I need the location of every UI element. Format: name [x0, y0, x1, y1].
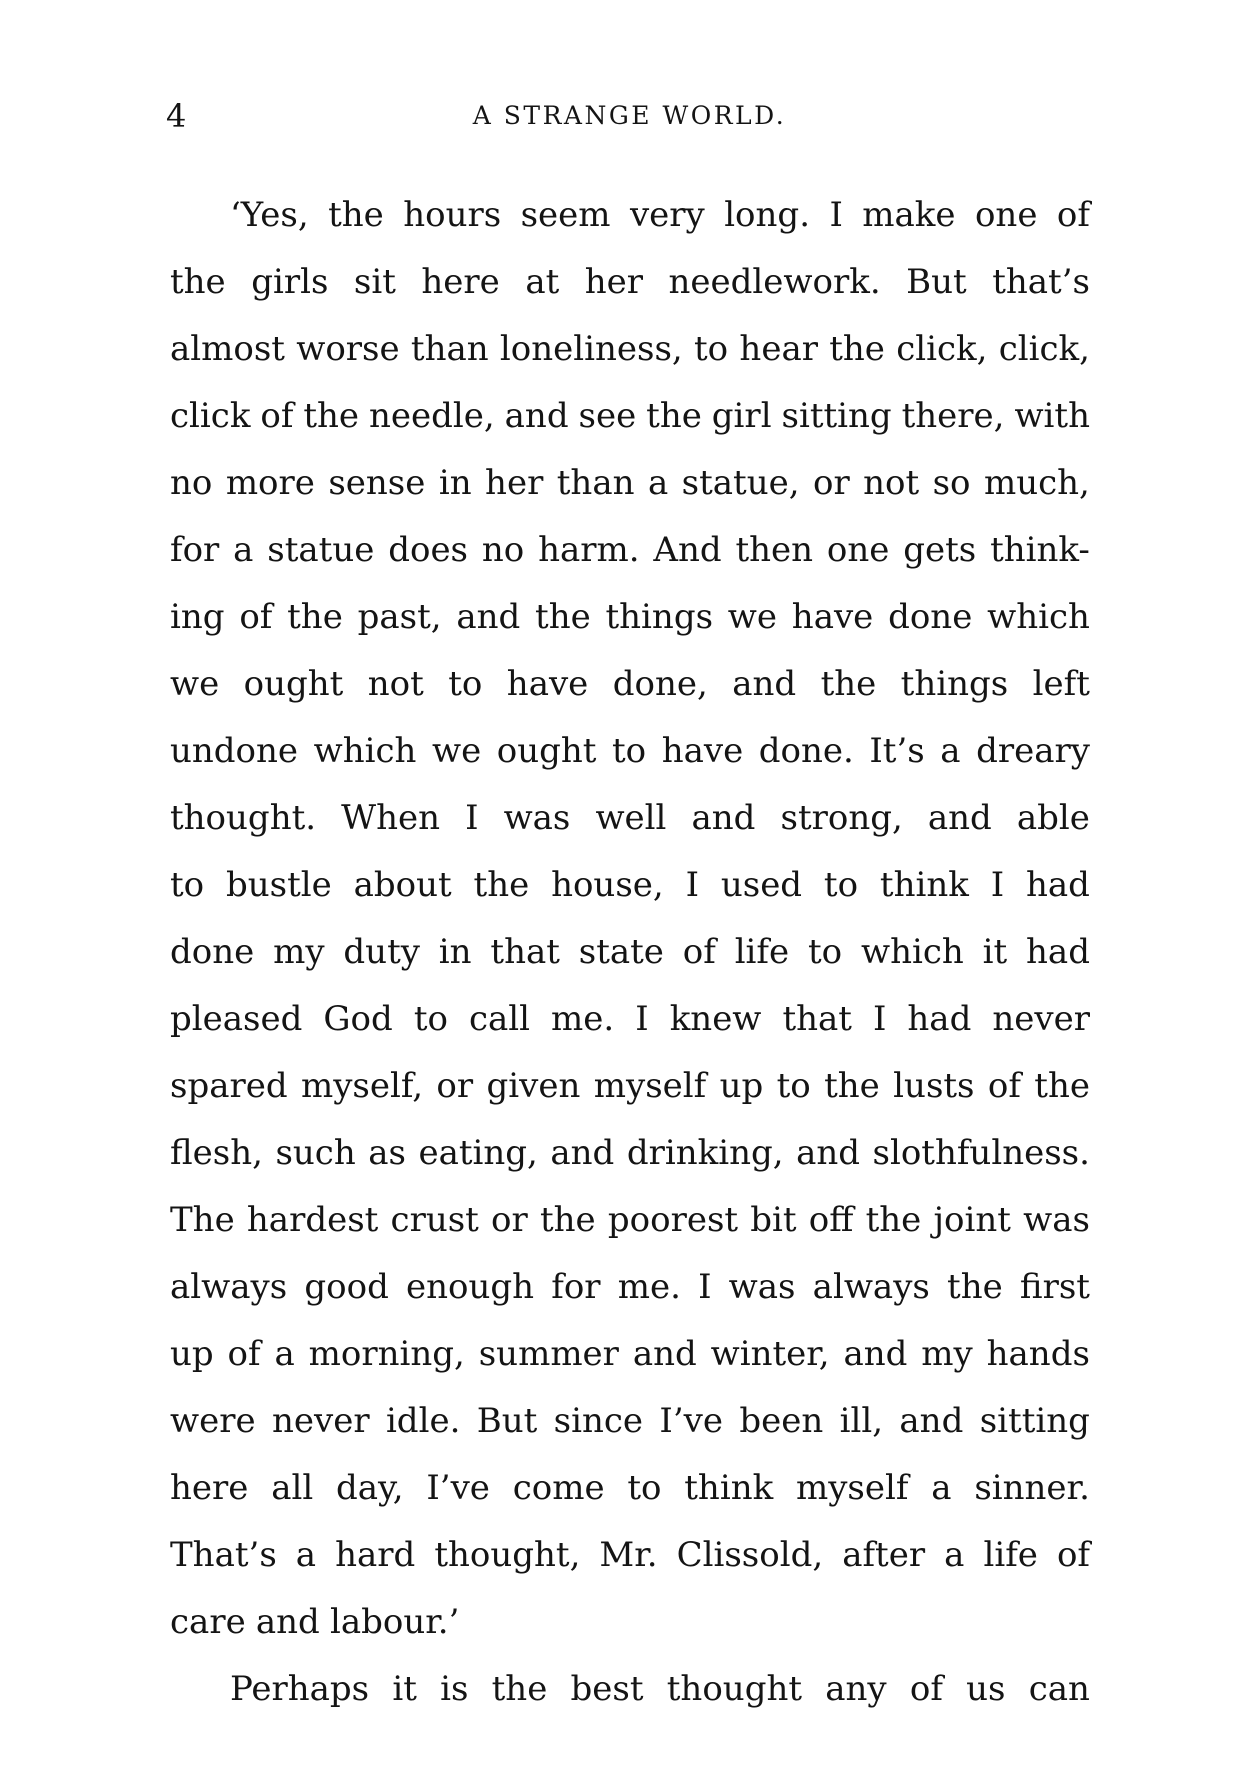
word: been: [739, 1401, 824, 1441]
word: care: [170, 1602, 246, 1642]
word: needle,: [369, 396, 495, 436]
word: state: [578, 932, 664, 972]
word: to: [627, 1468, 662, 1508]
word: and: [632, 1334, 697, 1374]
word: I’ve: [659, 1401, 723, 1441]
word: come: [512, 1468, 605, 1508]
word: a: [647, 463, 669, 503]
word: here: [421, 262, 500, 302]
word: thought: [666, 1669, 803, 1709]
word: never: [992, 999, 1090, 1039]
word: dreary: [976, 731, 1090, 771]
text-line: [170, 1522, 1090, 1589]
word: my: [921, 1334, 973, 1374]
word: off: [808, 1200, 854, 1240]
word: slothfulness.: [872, 1133, 1090, 1173]
word: in: [438, 932, 472, 972]
word: the: [646, 396, 702, 436]
word: so: [932, 463, 971, 503]
word: and: [843, 1334, 908, 1374]
word: I: [685, 865, 699, 905]
word: had: [1026, 932, 1090, 972]
word: But: [476, 1401, 538, 1441]
word: house,: [551, 865, 664, 905]
word: of: [682, 932, 716, 972]
word: a: [944, 1535, 965, 1575]
word: that’s: [992, 262, 1090, 302]
word: of: [909, 1669, 943, 1709]
text-line: [170, 1254, 1090, 1321]
word: more: [225, 463, 315, 503]
word: duty: [343, 932, 420, 972]
word: a: [940, 731, 961, 771]
word: which: [860, 932, 964, 972]
word: the: [491, 1669, 548, 1709]
word: such: [275, 1133, 356, 1173]
word: to: [776, 1066, 811, 1106]
word: as: [368, 1133, 406, 1173]
word: to: [823, 865, 859, 905]
text-line: [170, 316, 1090, 383]
word: And: [653, 530, 722, 570]
text-line: [170, 919, 1090, 986]
word: life: [734, 932, 790, 972]
word: always: [170, 1267, 288, 1307]
word: and: [927, 798, 992, 838]
word: winter,: [710, 1334, 830, 1374]
word: best: [570, 1669, 644, 1709]
text-line: [170, 1388, 1090, 1455]
word: and: [899, 1401, 964, 1441]
word: hands: [986, 1334, 1090, 1374]
word: worse: [296, 329, 400, 369]
word: the: [473, 865, 530, 905]
word: thought.: [170, 798, 317, 838]
word: was: [728, 1267, 796, 1307]
text-line: [170, 182, 1090, 249]
word: and: [504, 396, 569, 436]
text-line: [170, 383, 1090, 450]
word: bustle: [225, 865, 332, 905]
word: spared: [170, 1066, 288, 1106]
word: a: [931, 1468, 952, 1508]
word: up: [719, 1066, 764, 1106]
word: bit: [750, 1200, 797, 1240]
word: of: [1056, 195, 1090, 235]
text-line: [170, 986, 1090, 1053]
word: hard: [335, 1535, 416, 1575]
word: the: [287, 597, 343, 637]
word: click,: [896, 329, 988, 369]
word: eating,: [418, 1133, 538, 1173]
word: to: [448, 664, 483, 704]
word: and: [691, 798, 756, 838]
word: was: [503, 798, 571, 838]
word: the: [824, 1066, 880, 1106]
word: thought,: [434, 1535, 581, 1575]
word: drinking,: [626, 1133, 784, 1173]
word: a: [295, 1535, 317, 1575]
word: gets: [903, 530, 977, 570]
text-line: [170, 249, 1090, 316]
word: one: [826, 530, 890, 570]
word: I: [990, 865, 1005, 905]
word: her: [485, 463, 544, 503]
word: and: [255, 1602, 320, 1642]
word: myself: [795, 1468, 909, 1508]
word: I: [698, 1267, 712, 1307]
word: me.: [551, 999, 615, 1039]
word: have: [506, 664, 589, 704]
word: left: [1032, 664, 1090, 704]
word: we: [727, 597, 778, 637]
word: past,: [357, 597, 442, 637]
word: the: [170, 262, 226, 302]
word: can: [1028, 1669, 1090, 1709]
word: very: [629, 195, 705, 235]
word: statue: [267, 530, 375, 570]
word: Perhaps: [230, 1669, 370, 1709]
word: to: [170, 865, 205, 905]
word: that: [490, 932, 560, 972]
word: able: [1016, 798, 1090, 838]
text-line: [170, 1589, 1090, 1656]
word: seem: [520, 195, 611, 235]
word: almost: [170, 329, 285, 369]
word: Clissold,: [676, 1535, 824, 1575]
word: the: [829, 329, 885, 369]
word: had: [1025, 865, 1090, 905]
word: it: [392, 1669, 417, 1709]
word: ought: [496, 731, 597, 771]
word: is: [440, 1669, 469, 1709]
word: hear: [739, 329, 818, 369]
word: one: [974, 195, 1038, 235]
word: and: [456, 597, 521, 637]
word: in: [438, 463, 472, 503]
word: have: [791, 597, 874, 637]
word: But: [906, 262, 967, 302]
word: that: [782, 999, 852, 1039]
word: think: [684, 1468, 774, 1508]
word: good: [304, 1267, 389, 1307]
text-line: [170, 651, 1090, 718]
word: It’s: [869, 731, 925, 771]
word: all: [271, 1468, 314, 1508]
word: the: [539, 1200, 596, 1240]
text-line: [170, 450, 1090, 517]
word: does: [388, 530, 469, 570]
word: the: [328, 195, 384, 235]
word: things: [605, 597, 714, 637]
text-line: [170, 1120, 1090, 1187]
word: I: [872, 999, 887, 1039]
word: ought: [243, 664, 344, 704]
running-head: A STRANGE WORLD.: [472, 101, 787, 130]
word: ing: [170, 597, 225, 637]
word: sit: [353, 262, 396, 302]
text-line: [170, 785, 1090, 852]
word: since: [553, 1401, 644, 1441]
word: her: [584, 262, 644, 302]
text-line: [170, 1187, 1090, 1254]
word: there,: [901, 396, 1005, 436]
word: I: [829, 195, 843, 235]
word: have: [661, 731, 744, 771]
text-line: [170, 1455, 1090, 1522]
word: lusts: [893, 1066, 975, 1106]
word: call: [468, 999, 531, 1039]
word: not: [367, 664, 424, 704]
word: think-: [990, 530, 1090, 570]
word: at: [525, 262, 560, 302]
word: done,: [612, 664, 708, 704]
word: or: [436, 1066, 474, 1106]
word: long.: [724, 195, 811, 235]
word: much,: [983, 463, 1090, 503]
word: we: [431, 731, 482, 771]
word: here: [170, 1468, 249, 1508]
word: labour.’: [330, 1602, 460, 1642]
word: were: [170, 1401, 256, 1441]
word: think: [879, 865, 969, 905]
word: or: [812, 463, 850, 503]
text-line: [170, 584, 1090, 651]
word: flesh,: [170, 1133, 263, 1173]
word: harm.: [538, 530, 640, 570]
word: see: [578, 396, 637, 436]
word: after: [842, 1535, 926, 1575]
word: us: [966, 1669, 1006, 1709]
word: ‘Yes,: [230, 195, 309, 235]
text-line: [170, 1053, 1090, 1120]
word: any: [825, 1669, 887, 1709]
word: or: [491, 1200, 528, 1240]
word: which: [987, 597, 1090, 637]
word: the: [947, 1267, 1003, 1307]
word: poorest: [607, 1200, 739, 1240]
word: pleased: [170, 999, 303, 1039]
word: strong,: [780, 798, 903, 838]
word: day,: [336, 1468, 404, 1508]
word: done.: [758, 731, 854, 771]
word: which: [313, 731, 417, 771]
word: girl: [711, 396, 772, 436]
word: then: [735, 530, 814, 570]
word: not: [863, 463, 920, 503]
word: summer: [478, 1334, 619, 1374]
word: Mr.: [599, 1535, 658, 1575]
word: than: [556, 463, 635, 503]
text-line: [170, 1321, 1090, 1388]
word: undone: [170, 731, 299, 771]
word: a: [274, 1334, 295, 1374]
word: the: [1034, 1066, 1090, 1106]
word: sense: [328, 463, 426, 503]
word: joint: [933, 1200, 1011, 1240]
word: hardest: [246, 1200, 379, 1240]
body-text: [170, 182, 1090, 1723]
word: statue,: [681, 463, 800, 503]
word: done: [170, 932, 255, 972]
word: sitting: [781, 396, 892, 436]
word: to: [612, 731, 647, 771]
word: I: [635, 999, 649, 1039]
word: to: [807, 932, 843, 972]
word: me.: [617, 1267, 681, 1307]
word: morning,: [308, 1334, 465, 1374]
word: never: [271, 1401, 370, 1441]
page-number: 4: [166, 97, 187, 135]
word: with: [1014, 396, 1090, 436]
word: well: [595, 798, 667, 838]
word: knew: [669, 999, 762, 1039]
word: about: [353, 865, 452, 905]
word: was: [1023, 1200, 1090, 1240]
word: we: [170, 664, 220, 704]
word: life: [983, 1535, 1038, 1575]
word: no: [170, 463, 213, 503]
word: up: [170, 1334, 214, 1374]
word: click: [170, 396, 251, 436]
text-line: [170, 517, 1090, 584]
word: of: [227, 1334, 261, 1374]
word: and: [732, 664, 797, 704]
text-line: [170, 718, 1090, 785]
word: always: [812, 1267, 930, 1307]
word: than: [410, 329, 489, 369]
word: for: [170, 530, 220, 570]
word: and: [550, 1133, 615, 1173]
word: enough: [406, 1267, 535, 1307]
word: the: [303, 396, 360, 436]
word: myself: [593, 1066, 707, 1106]
word: myself,: [300, 1066, 424, 1106]
word: That’s: [170, 1535, 277, 1575]
word: first: [1019, 1267, 1090, 1307]
word: of: [1056, 1535, 1090, 1575]
word: sitting: [979, 1401, 1090, 1441]
text-line: [170, 852, 1090, 919]
word: no: [481, 530, 525, 570]
word: When: [341, 798, 440, 838]
word: it: [982, 932, 1008, 972]
word: sinner.: [974, 1468, 1090, 1508]
word: God: [323, 999, 393, 1039]
word: crust: [390, 1200, 479, 1240]
word: to: [413, 999, 448, 1039]
word: my: [273, 932, 325, 972]
word: things: [900, 664, 1009, 704]
word: the: [535, 597, 591, 637]
word: of: [260, 396, 294, 436]
word: girls: [251, 262, 329, 302]
word: hours: [403, 195, 502, 235]
word: and: [796, 1133, 860, 1173]
word: to: [694, 329, 729, 369]
word: needlework.: [668, 262, 881, 302]
word: ill,: [839, 1401, 884, 1441]
text-line: [170, 1656, 1090, 1723]
word: of: [987, 1066, 1021, 1106]
word: loneliness,: [499, 329, 683, 369]
word: of: [239, 597, 273, 637]
word: for: [551, 1267, 601, 1307]
word: the: [820, 664, 877, 704]
word: idle.: [385, 1401, 461, 1441]
word: done: [888, 597, 973, 637]
word: make: [862, 195, 956, 235]
word: a: [233, 530, 254, 570]
word: given: [486, 1066, 581, 1106]
word: I: [465, 798, 479, 838]
word: the: [865, 1200, 922, 1240]
word: had: [907, 999, 972, 1039]
word: I’ve: [426, 1468, 490, 1508]
word: click,: [998, 329, 1090, 369]
word: The: [170, 1200, 235, 1240]
word: used: [720, 865, 803, 905]
